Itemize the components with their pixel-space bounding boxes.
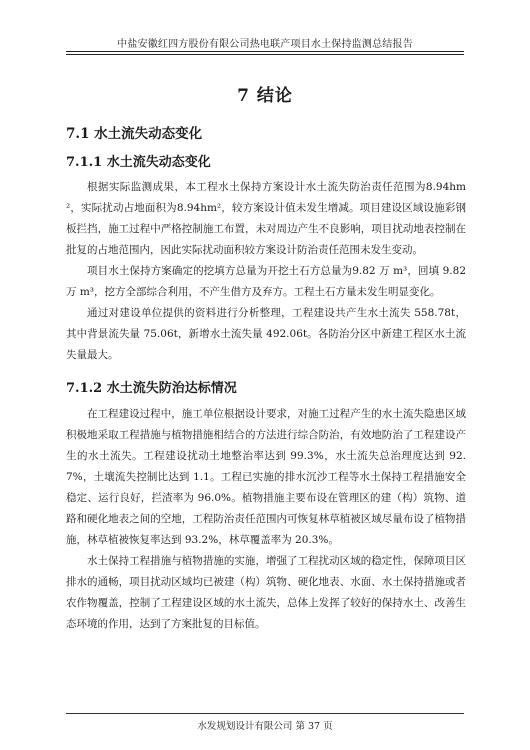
header-rule-thin [66, 54, 464, 55]
section-7-1-2-title: 7.1.2 水土流失防治达标情况 [66, 381, 237, 396]
paragraph-7-1-1-a: 根据实际监测成果，本工程水土保持方案设计水土流失防治责任范围为8.94hm²，实际扰动占地面积为8.94hm²，较方案设计值未发生增减。项目建设区域设施彩钢板拦挡，施工过程中严格控制施工布置，未对周边产生不良影响，项目扰动地表控制在批复的占地范围内，因此实际扰动面积较方案设计防治责任范围未发生变动。 [66, 181, 466, 256]
paragraph-7-1-2-a: 在工程建设过程中，施工单位根据设计要求，对施工过程产生的水土流失隐患区域积极地采取工程措施与植物措施相结合的方法进行综合防治，有效地防治了工程建设产生的水土流失。工程建设扰动土地整治率达到 99.3%，水土流失总治理度达到 92.7%，土壤流失控制比达到 1.1。工程已实施的排水沉沙工程等水土保持工程措施安全稳定、运行良好，拦渣率为 96.0%。植物措施主要布设在管理区的建（构）筑物、道路和硬化地表之间的空地，工程防治责任范围内可恢复林草植被区域尽量布设了植物措施，林草植被恢复率达到 93.2%，林草覆盖率为 20.3%。 [66, 408, 466, 546]
paragraph-7-1-2-b: 水土保持工程措施与植物措施的实施，增强了工程扰动区域的稳定性，保障项目区排水的通畅，项目扰动区域均已被建（构）筑物、硬化地表、水面、水土保持措施或者农作物覆盖，控制了工程建设区域的水土流失，总体上发挥了较好的保持水土、改善生态环境的作用，达到了方案批复的目标值。 [66, 555, 466, 630]
page-footer: 水发规划设计有限公司 第 37 页 [197, 721, 333, 732]
chapter-title: 7 结论 [237, 86, 293, 106]
footer-rule [66, 713, 464, 714]
page-header: 中盐安徽红四方股份有限公司热电联产项目水土保持监测总结报告 [117, 39, 413, 50]
header-rule-thick [66, 51, 464, 52]
section-7-1-title: 7.1 水土流失动态变化 [66, 126, 203, 142]
paragraph-7-1-1-c: 通过对建设单位提供的资料进行分析整理，工程建设共产生水土流失 558.78t，其中背景流失量 75.06t，新增水土流失量 492.06t。各防治分区中新建工程区水土流失量最大。 [66, 307, 466, 361]
paragraph-7-1-1-b: 项目水土保持方案确定的挖填方总量为开挖土石方总量为9.82 万 m³，回填 9.82 万 m³，挖方全部综合利用，不产生借方及弃方。工程土石方量未发生明显变化。 [66, 265, 466, 298]
section-7-1-1-title: 7.1.1 水土流失动态变化 [66, 155, 211, 170]
